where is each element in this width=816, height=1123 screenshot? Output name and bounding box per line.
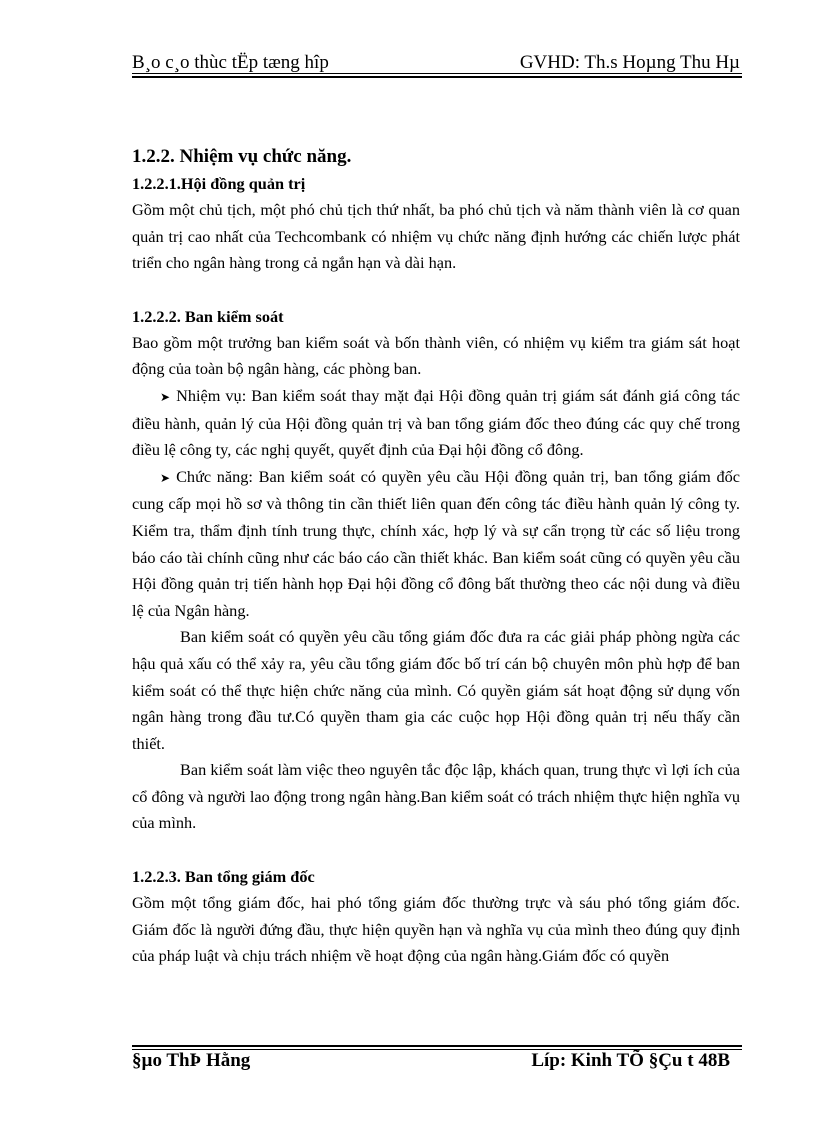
paragraph-executive: Gồm một tổng giám đốc, hai phó tổng giám đốc thường trực và sáu phó tổng giám đốc. Giám đốc là người đứng đầu, thực hiện quyền hạn và nghĩa vụ của mình theo đúng quy định của pháp luật và chịu trách nhiệm về hoạt động của ngân hàng.Giám đốc có quyền: [132, 893, 740, 966]
section-title: 1.2.2. Nhiệm vụ chức năng.: [132, 146, 352, 167]
footer-rule-thick: [132, 1045, 742, 1047]
bullet-functions-text: Chức năng: Ban kiểm soát có quyền yêu cầu Hội đồng quản trị, ban tổng giám đốc cung cấp mọi hồ sơ và thông tin cần thiết liên quan đến công tác điều hành quản lý công ty. Kiểm tra, thẩm định tính trung thực, chính xác, hợp lý và sự cẩn trọng từ các số liệu trong báo cáo tài chính cũng như các báo cáo cần thiết khác. Ban kiểm soát cũng có quyền yêu cầu Hội đồng quản trị tiến hành họp Đại hội đồng cổ đông bất thường theo các nội dung và điều lệ của Ngân hàng.: [132, 466, 740, 620]
paragraph-supervisory: Bao gồm một trưởng ban kiểm soát và bốn thành viên, có nhiệm vụ kiểm tra giám sát hoạt động của toàn bộ ngân hàng, các phòng ban.: [132, 332, 740, 379]
paragraph-supervisory-rights: Ban kiểm soát có quyền yêu cầu tổng giám đốc đưa ra các giải pháp phòng ngừa các hậu quả xấu có thể xảy ra, yêu cầu tổng giám đốc bố trí cán bộ chuyên môn phù hợp để ban kiểm soát có thể thực hiện chức năng của mình. Có quyền giám sát hoạt động sử dụng vốn ngân hàng trong đầu tư.Có quyền tham gia các cuộc họp Hội đồng quản trị nếu thấy cần thiết.: [132, 627, 740, 753]
page-footer: [132, 1050, 742, 1078]
header-report-title: B¸o c¸o thùc tËp tæng hîp: [132, 52, 329, 73]
bullet-duties-text: Nhiệm vụ: Ban kiểm soát thay mặt đại Hội đồng quản trị giám sát đánh giá công tác điều hành, quản lý của Hội đồng quản trị và ban tổng giám đốc theo đúng các quy chế trong điều lệ công ty, các nghị quyết, quyết định của Đại hội đồng cổ đông.: [132, 385, 740, 460]
subsection-title-supervisory: 1.2.2.2. Ban kiểm soát: [132, 306, 284, 326]
header-advisor: GVHD: Th.s Hoµng Thu Hµ: [519, 52, 740, 73]
footer-author: §µo ThÞ Hằng: [132, 1050, 251, 1071]
header-rule: [132, 73, 742, 74]
paragraph-board: Gồm một chủ tịch, một phó chủ tịch thứ nhất, ba phó chủ tịch và năm thành viên là cơ quan quản trị cao nhất của Techcombank có nhiệm vụ chức năng định hướng các chiến lược phát triển cho ngân hàng trong cả ngắn hạn và dài hạn.: [132, 200, 740, 273]
subsection-title-executive: 1.2.2.3. Ban tổng giám đốc: [132, 867, 315, 887]
document-body: [132, 143, 740, 970]
bullet-functions: [132, 464, 740, 625]
arrowhead-right-icon: ➤: [160, 389, 171, 404]
header-rule-thick: [132, 76, 742, 78]
bullet-duties: [132, 383, 740, 464]
subsection-title-board: 1.2.2.1.Hội đồng quản trị: [132, 174, 306, 193]
footer-class: Líp: Kinh TÕ §Çu t 48B: [531, 1050, 730, 1071]
arrowhead-right-icon: ➤: [160, 470, 171, 485]
paragraph-supervisory-principles: Ban kiểm soát làm việc theo nguyên tắc độc lập, khách quan, trung thực vì lợi ích của cổ đông và người lao động trong ngân hàng.Ban kiểm soát có trách nhiệm thực hiện nghĩa vụ của mình.: [132, 760, 740, 833]
